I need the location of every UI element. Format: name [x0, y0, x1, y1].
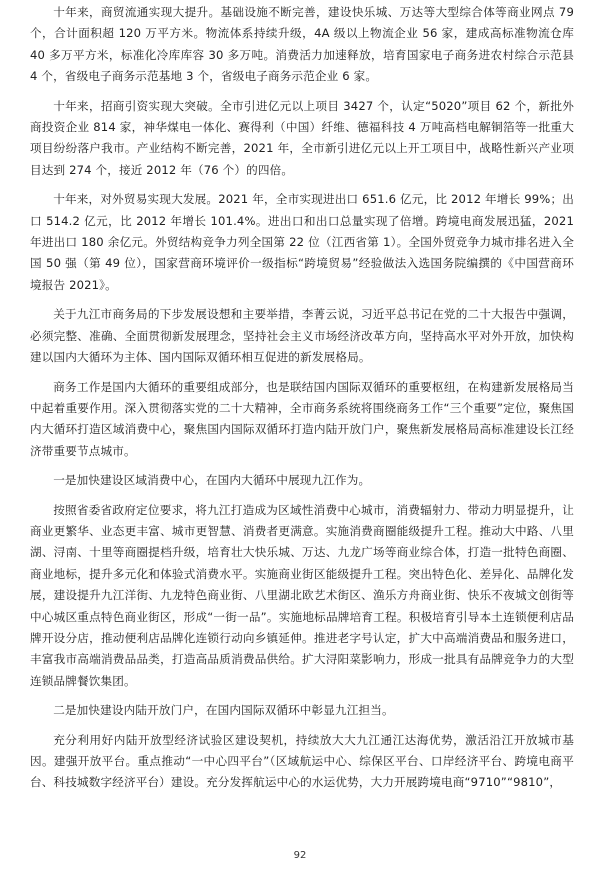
paragraph-foreign-trade: 十年来，对外贸易实现大发展。2021 年，全市实现进出口 651.6 亿元，比 2012 年增长 99%；出口 514.2 亿元，比 2012 年增长 101.4%。进出口和出口总量实现了倍增。跨境电商发展迅猛，2021 年进出口 180 余亿元。外贸结构竞争力列全国第 22 位（江西省第 1）。全国外贸竞争力城市排名进入全国 50 强（第 49 位），国家营商环境评价一级指标“跨境贸易”经验做法入选国务院编撰的《中国营商环境报告 2021》。: [30, 192, 574, 292]
paragraph-commerce-circulation: 十年来，商贸流通实现大提升。基础设施不断完善，建设快乐城、万达等大型综合体等商业网点 79 个，合计面积超 120 万平方米。物流体系持续升级，4A 级以上物流企业 56 家，建成高标准物流仓库 40 多万平方米，标准化冷库库容 30 多万吨。消费活力加速释放，培育国家电子商务进农村综合示范县 4 个，省级电子商务示范基地 3 个，省级电子商务示范企业 6 家。: [30, 5, 574, 84]
page-number: 92: [293, 850, 307, 861]
article-body: [30, 2, 574, 802]
paragraph-point-two-heading: 二是加快建设内陆开放门户，在国内国际双循环中彰显九江担当。: [53, 703, 394, 718]
paragraph-open-platform: 充分利用好内陆开放型经济试验区建设契机，持续放大大九江通江达海优势，激活沿江开放城市基因。建强开放平台。重点推动“一中心四平台”（区域航运中心、综保区平台、口岸经济平台、跨境电商平台、科技城数字经济平台）建设。充分发挥航运中心的水运优势，大力开展跨境电商“9710”“9810”，: [30, 732, 574, 790]
paragraph-investment-attraction: 十年来，招商引资实现大突破。全市引进亿元以上项目 3427 个，认定“5020”项目 62 个，新批外商投资企业 814 家，神华煤电一体化、赛得利（中国）纤维、德福科技 4 万吨高档电解铜箔等一批重大项目纷纷落户我市。产业结构不断完善，2021 年，全市新引进亿元以上开工项目中，战略性新兴产业项目达到 274 个，接近 2012 年（76 个）的四倍。: [30, 98, 574, 177]
paragraph-consumption-center: 按照省委省政府定位要求，将九江打造成为区域性消费中心城市，消费辐射力、带动力明显提升，让商业更繁华、业态更丰富、城市更智慧、消费者更满意。实施消费商圈能级提升工程。推动大中路、八里湖、浔南、十里等商圈提档升级，培育壮大快乐城、万达、九龙广场等商业综合体，打造一批特色商圈、商业地标，提升多元化和体验式消费水平。实施商业街区能级提升工程。突出特色化、差异化、品牌化发展，建设提升九江洋街、九龙特色商业街、八里湖北欧艺术街区、渔乐方舟商业街、快乐不夜城文创街等中心城区重点特色商业街区，形成“一街一品”。实施地标品牌培育工程。积极培育引导本土连锁便利店品牌开设分店，推动便利店品牌化连锁行动向乡镇延伸。推进老字号认定，扩大中高端消费品和服务进口，丰富我市高端消费品品类，打造高品质消费品供给。扩大浔阳菜影响力，形成一批具有品牌竞争力的大型连锁品牌餐饮集团。: [30, 502, 574, 688]
paragraph-development-plan: 关于九江市商务局的下步发展设想和主要举措，李菁云说，习近平总书记在党的二十大报告中强调，必须完整、准确、全面贯彻新发展理念，坚持社会主义市场经济改革方向，坚持高水平对外开放，加快构建以国内大循环为主体、国内国际双循环相互促进的新发展格局。: [30, 307, 574, 365]
paragraph-commerce-role: 商务工作是国内大循环的重要组成部分，也是联结国内国际双循环的重要枢纽，在构建新发展格局当中起着重要作用。深入贯彻落实党的二十大精神，全市商务系统将围绕商务工作“三个重要”定位，聚焦国内大循环打造区域消费中心，聚焦国内国际双循环打造内陆开放门户，聚焦新发展格局高标准建设长江经济带重要节点城市。: [30, 379, 574, 458]
paragraph-point-one-heading: 一是加快建设区域消费中心，在国内大循环中展现九江作为。: [53, 473, 371, 488]
